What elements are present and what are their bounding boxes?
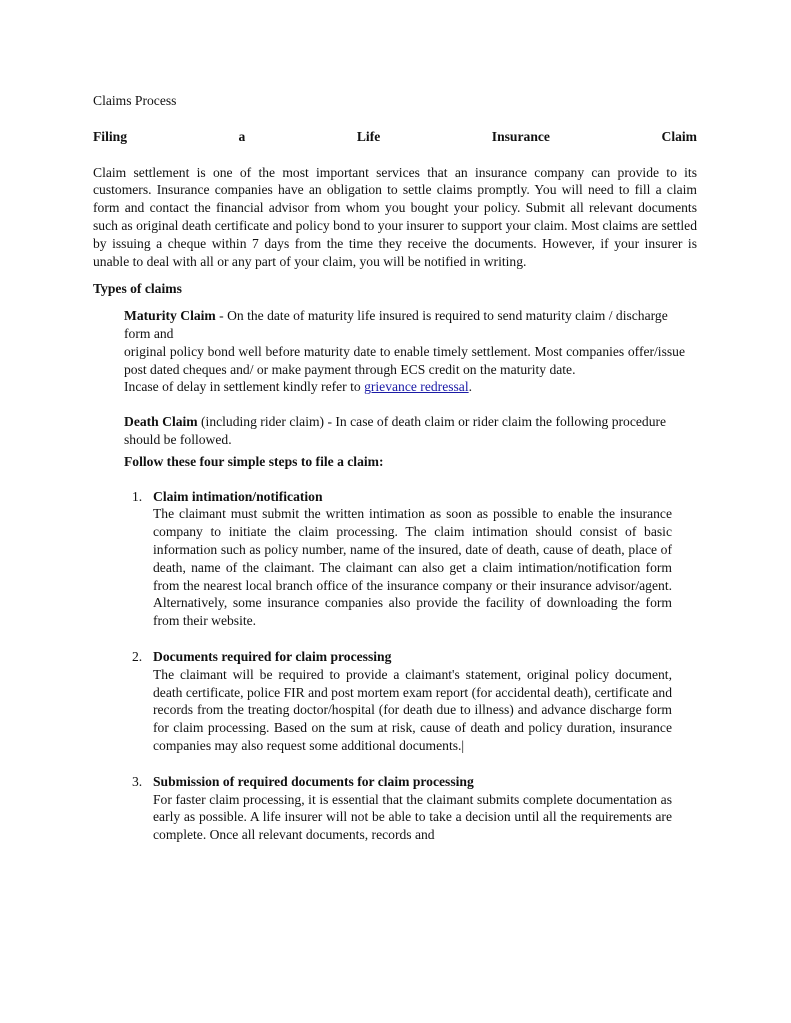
list-item xyxy=(132,773,672,844)
step-number: 2. xyxy=(132,648,143,664)
list-item xyxy=(132,648,672,755)
maturity-claim-label: Maturity Claim xyxy=(124,308,216,324)
list-item xyxy=(132,488,672,630)
step-number: 3. xyxy=(132,773,143,789)
step-title: Submission of required documents for claim processing xyxy=(153,773,474,789)
step-title: Claim intimation/notification xyxy=(153,488,323,504)
maturity-claim-intro xyxy=(124,307,685,343)
types-heading: Types of claims xyxy=(93,281,182,297)
heading-word: Insurance xyxy=(491,128,550,144)
step-body: The claimant must submit the written intimation as soon as possible to enable the insurance company to initiate the claim processing. The claim intimation should consist of basic information such as policy number, name of the insured, date of death, cause of death, place of death, name of the claimant. The claimant can also get a claim intimation/notification form from the nearest local branch office of the insurance company or their insurance advisor/agent. Alternatively, some insurance companies also provide the facility of downloading the form from their website. xyxy=(153,506,672,629)
maturity-claim-section xyxy=(124,307,685,396)
grievance-redressal-link[interactable]: grievance redressal xyxy=(364,379,469,395)
maturity-claim-body: original policy bond well before maturity date to enable timely settlement. Most companies offer/issue post dated cheques and/ or make payment through ECS credit on the maturity date. xyxy=(124,343,685,377)
death-claim-label: Death Claim xyxy=(124,414,198,430)
section-title: Claims Process xyxy=(93,93,177,108)
death-claim-text: (including rider claim) - In case of death claim or rider claim the following procedure should be followed. xyxy=(124,414,667,447)
heading-word: Claim xyxy=(661,128,697,144)
step-body: The claimant will be required to provide a claimant's statement, original policy document, death certificate, police FIR and post mortem exam report (for accidental death), certificate and records from the treating doctor/hospital (for death due to illness) and advance discharge form for claim processing. Based on the sum at risk, cause of death and policy duration, insurance companies may also request some additional documents.| xyxy=(153,666,672,753)
claim-steps-list xyxy=(93,488,697,844)
heading-word: a xyxy=(238,128,246,144)
page-heading xyxy=(93,128,697,146)
maturity-delay-line: Incase of delay in settlement kindly refer to grievance redressal. xyxy=(124,379,473,395)
step-title: Documents required for claim processing xyxy=(153,648,392,664)
heading-word: Filing xyxy=(93,128,127,144)
intro-paragraph: Claim settlement is one of the most important services that an insurance company can provide to its customers. Insurance companies have an obligation to settle claims promptly. You will need to fill a claim form and contact the financial advisor from whom you bought your policy. Submit all relevant documents such as original death certificate and policy bond to your insurer to support your claim. Most claims are settled by issuing a cheque within 7 days from the time they receive the documents. However, if your insurer is unable to deal with all or any part of your claim, you will be notified in writing. xyxy=(93,164,697,269)
step-body: For faster claim processing, it is essential that the claimant submits complete documentation as early as possible. A life insurer will not be able to take a decision until all the requirements are complete. Once all relevant documents, records and xyxy=(153,791,672,843)
document-page xyxy=(93,92,697,862)
step-number: 1. xyxy=(132,488,143,504)
death-claim-intro xyxy=(124,413,685,449)
heading-word: Life xyxy=(356,128,381,144)
steps-heading: Follow these four simple steps to file a claim: xyxy=(124,453,384,469)
death-claim-section xyxy=(124,413,685,470)
maturity-claim-text: - On the date of maturity life insured is required to send maturity claim / discharge form and xyxy=(124,308,668,341)
